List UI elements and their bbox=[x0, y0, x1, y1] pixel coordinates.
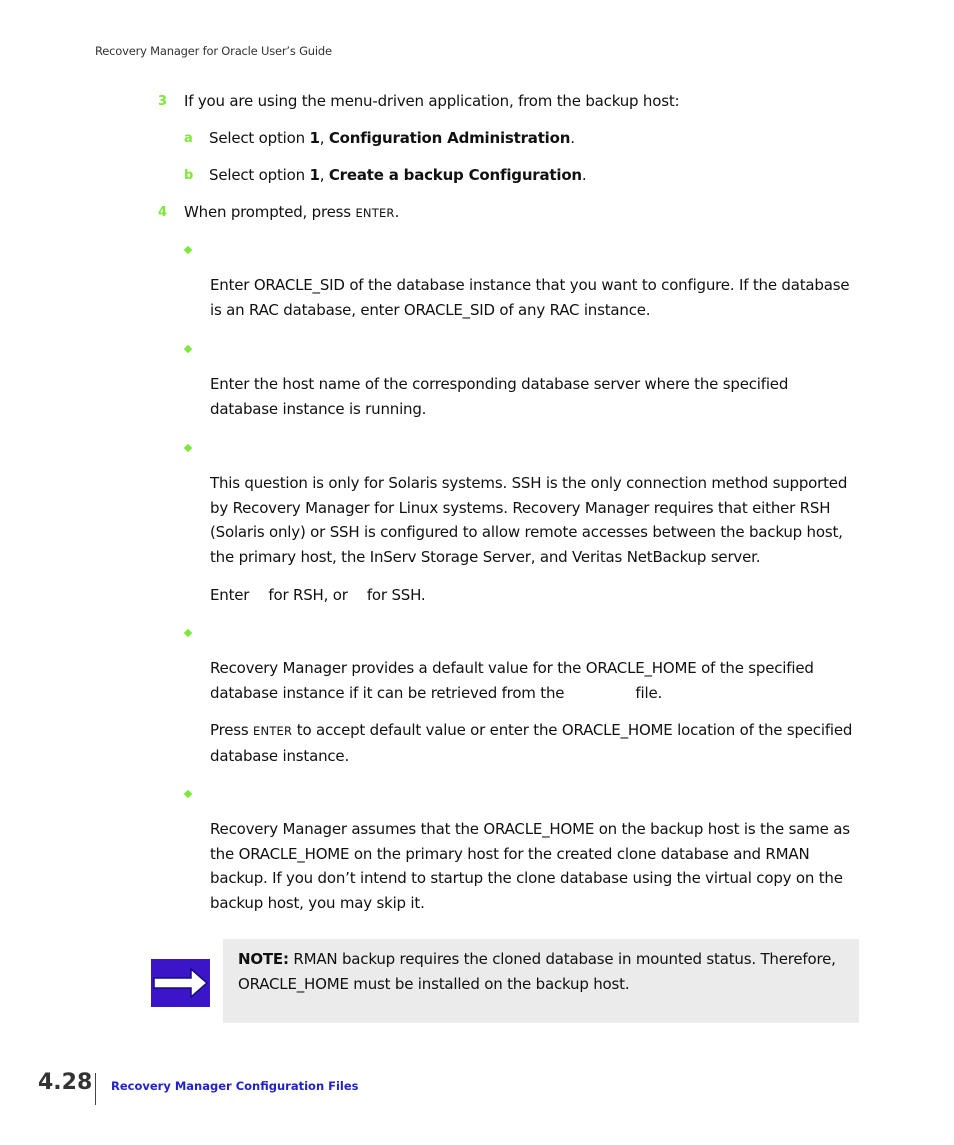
diamond-bullet-icon bbox=[184, 629, 192, 637]
footer-section-title[interactable]: Recovery Manager Configuration Files bbox=[111, 1079, 359, 1093]
diamond-bullet-icon bbox=[184, 790, 192, 798]
step-number: 4 bbox=[158, 205, 168, 220]
substep-letter: b bbox=[184, 168, 194, 183]
substep-letter: a bbox=[184, 131, 193, 146]
step-number: 3 bbox=[158, 94, 168, 109]
footer-divider bbox=[95, 1073, 96, 1105]
note-text: NOTE: RMAN backup requires the cloned database in mounted status. Therefore, ORACLE_HOME must be installed on the backup host. bbox=[238, 950, 836, 993]
bullet-paragraph: Press ENTER to accept default value or enter the ORACLE_HOME location of the specified database instance. bbox=[210, 721, 853, 765]
step-text: If you are using the menu-driven application, from the backup host: bbox=[184, 92, 680, 110]
diamond-bullet-icon bbox=[184, 246, 192, 254]
bullet-paragraph: This question is only for Solaris systems. SSH is the only connection method supported by Recovery Manager for Linux systems. Recovery Manager requires that either RSH (Solaris only) or SSH is configured to allow remote accesses between the backup host, the primary host, the InServ Storage Server, and Veritas NetBackup server. bbox=[210, 474, 848, 567]
substep-text: Select option 1, Configuration Administration. bbox=[209, 129, 575, 147]
bullet-paragraph: Enter for RSH, or for SSH. bbox=[210, 586, 426, 604]
running-header: Recovery Manager for Oracle User’s Guide bbox=[95, 44, 332, 58]
note-box bbox=[223, 939, 859, 1023]
diamond-bullet-icon bbox=[184, 345, 192, 353]
diamond-bullet-icon bbox=[184, 444, 192, 452]
substep-text: Select option 1, Create a backup Configuration. bbox=[209, 166, 587, 184]
bullet-paragraph: Enter ORACLE_SID of the database instance that you want to configure. If the database is an RAC database, enter ORACLE_SID of any RAC instance. bbox=[210, 276, 850, 319]
step-text: When prompted, press ENTER. bbox=[184, 203, 400, 221]
page-number: 4.28 bbox=[38, 1070, 93, 1095]
right-arrow-icon bbox=[151, 959, 210, 1007]
bullet-paragraph: Recovery Manager assumes that the ORACLE_HOME on the backup host is the same as the ORACLE_HOME on the primary host for the created clone database and RMAN backup. If you don’t intend to startup the clone database using the virtual copy on the backup host, you may skip it. bbox=[210, 820, 850, 913]
bullet-paragraph: Enter the host name of the corresponding database server where the specified database instance is running. bbox=[210, 375, 789, 418]
bullet-paragraph: Recovery Manager provides a default value for the ORACLE_HOME of the specified database instance if it can be retrieved from the file. bbox=[210, 659, 814, 702]
